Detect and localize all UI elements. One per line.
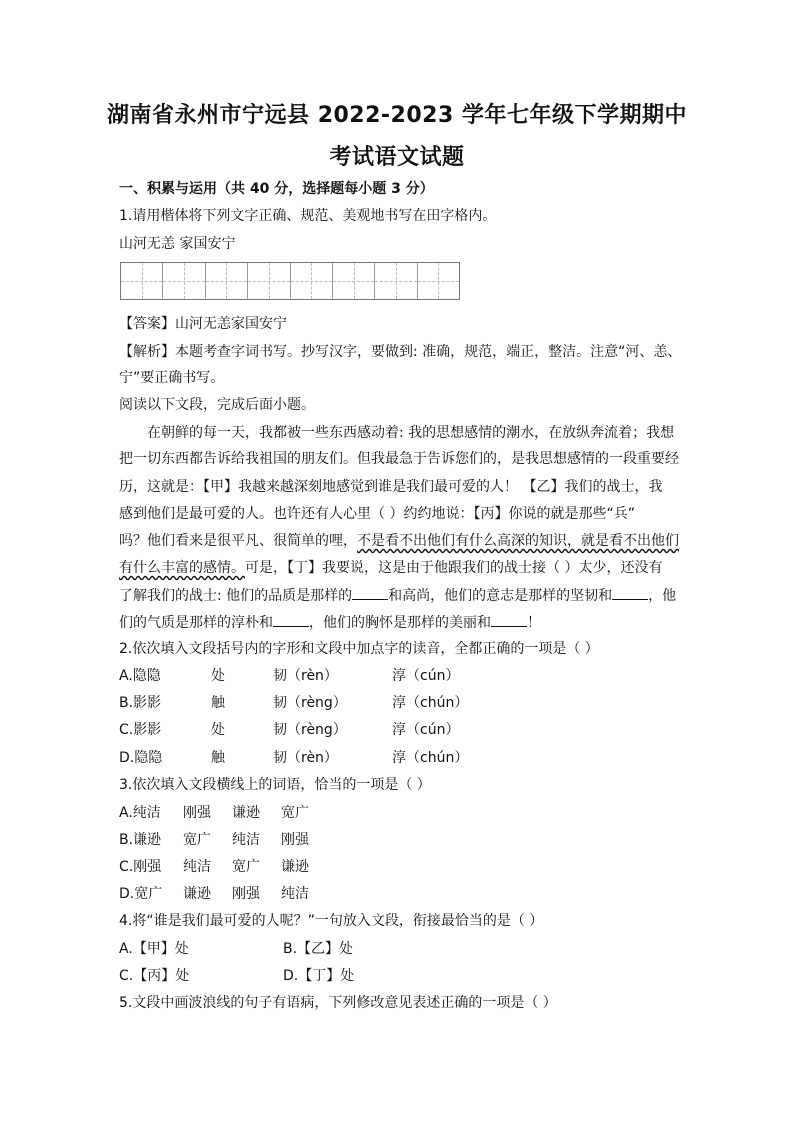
reading-intro: 阅读以下文段，完成后面小题。: [119, 397, 315, 413]
grid-cell: [206, 263, 248, 299]
passage-line: [119, 587, 676, 604]
q3-option-d-2: 谦逊: [183, 886, 211, 902]
q2-option-b-2: 触: [211, 695, 225, 711]
q3-option-b-2: 宽广: [183, 832, 211, 848]
q3-option-b-4: 刚强: [281, 832, 309, 848]
fill-blank: [491, 614, 527, 627]
exam-title-line1: 湖南省永州市宁远县 2022-2023 学年七年级下学期期中: [107, 103, 687, 128]
q3-option-d-3: 刚强: [232, 886, 260, 902]
q3-option-a-1: A.纯洁: [119, 805, 161, 821]
q4-prompt: 4.将“谁是我们最可爱的人呢？”一句放入文段，衔接最恰当的是（ ）: [119, 913, 544, 929]
q3-option-a-4: 宽广: [281, 805, 309, 821]
q3-prompt: 3.依次填入文段横线上的词语，恰当的一项是（ ）: [119, 777, 431, 793]
q3-option-c-2: 纯洁: [183, 859, 211, 875]
q3-option-a-2: 刚强: [183, 805, 211, 821]
q4-option-c: C.【丙】处: [119, 968, 190, 984]
q2-option-b-3: 韧（rèng）: [273, 695, 347, 711]
passage-text: ，他: [648, 588, 677, 604]
passage-line: 在朝鲜的每一天，我都被一些东西感动着: 我的思想感情的潮水，在放纵奔流着；我想: [147, 425, 675, 441]
q1-answer: 【答案】山河无恙家国安宁: [119, 316, 287, 332]
passage-text: 了解我们的战士: 他们的品质是那样的: [119, 588, 353, 604]
q1-text: 山河无恙 家国安宁: [119, 236, 236, 252]
q3-option-b-1: B.谦逊: [119, 832, 162, 848]
q2-option-d-3: 韧（rèn）: [273, 750, 338, 766]
tianzige-writing-grid: [120, 262, 460, 300]
q4-option-d: D.【丁】处: [283, 968, 355, 984]
q2-option-b-1: B.影影: [119, 695, 162, 711]
passage-line: [119, 533, 679, 549]
q2-option-a-4: 淳（cún）: [392, 668, 460, 684]
q2-option-a-1: A.隐隐: [119, 668, 161, 684]
passage-line: 感到他们是最可爱的人。也许还有人心里（ ）约约地说：【丙】你说的就是那些“兵”: [119, 506, 635, 522]
wavy-underlined-sentence: 有什么丰富的感情。: [119, 560, 245, 576]
q3-option-a-3: 谦逊: [232, 805, 260, 821]
grid-cell: [121, 263, 163, 299]
passage-text: 可是，【丁】我要说，这是由于他跟我们的战士接（ ）太少，还没有: [245, 560, 663, 576]
grid-cell: [248, 263, 290, 299]
section-heading: 一、积累与运用（共 40 分，选择题每小题 3 分）: [119, 181, 434, 197]
q3-option-c-3: 宽广: [232, 859, 260, 875]
q2-option-c-1: C.影影: [119, 722, 162, 738]
q5-prompt: 5.文段中画波浪线的句子有语病，下列修改意见表述正确的一项是（ ）: [119, 995, 557, 1011]
q2-option-c-2: 处: [211, 722, 225, 738]
q1-analysis-line1: 【解析】本题考查字词书写。抄写汉字，要做到: 准确，规范，端正，整洁。注意“河、恙、: [119, 344, 682, 360]
grid-cell: [418, 263, 459, 299]
q1-analysis-line2: 宁”要正确书写。: [119, 370, 225, 386]
fill-blank: [352, 587, 388, 600]
grid-cell: [163, 263, 205, 299]
q2-option-a-2: 处: [211, 668, 225, 684]
passage-text: ，他们的胸怀是那样的美丽和: [309, 615, 491, 631]
q1-prompt: 1.请用楷体将下列文字正确、规范、美观地书写在田字格内。: [119, 208, 497, 224]
q3-option-d-4: 纯洁: [281, 886, 309, 902]
grid-cell: [333, 263, 375, 299]
q2-option-c-3: 韧（rèng）: [273, 722, 347, 738]
q2-option-c-4: 淳（cún）: [392, 722, 460, 738]
passage-text: ！: [527, 615, 541, 631]
q3-option-c-4: 谦逊: [281, 859, 309, 875]
q4-option-b: B.【乙】处: [283, 941, 354, 957]
grid-cell: [375, 263, 417, 299]
q3-option-d-1: D.宽广: [119, 886, 163, 902]
passage-text: 和高尚，他们的意志是那样的坚韧和: [388, 588, 613, 604]
passage-line: [119, 560, 662, 576]
passage-text: 们的气质是那样的淳朴和: [119, 615, 273, 631]
grid-cell: [291, 263, 333, 299]
q2-option-a-3: 韧（rèn）: [273, 668, 338, 684]
passage-line: 历，这就是：【甲】我越来越深刻地感觉到谁是我们最可爱的人！ 【乙】我们的战士，我: [119, 479, 663, 495]
q2-option-b-4: 淳（chún）: [392, 695, 469, 711]
q2-option-d-2: 触: [211, 750, 225, 766]
passage-line: [119, 614, 541, 631]
exam-title-line2: 考试语文试题: [329, 145, 465, 170]
fill-blank: [273, 614, 309, 627]
fill-blank: [612, 587, 648, 600]
q2-option-d-4: 淳（chún）: [392, 750, 469, 766]
passage-text: 吗？他们看来是很平凡、很简单的哩，: [119, 533, 357, 549]
q3-option-c-1: C.刚强: [119, 859, 162, 875]
q4-option-a: A.【甲】处: [119, 941, 189, 957]
q2-prompt: 2.依次填入文段括号内的字形和文段中加点字的读音，全都正确的一项是（ ）: [119, 641, 599, 657]
q3-option-b-3: 纯洁: [232, 832, 260, 848]
passage-line: 把一切东西都告诉给我祖国的朋友们。但我最急于告诉您们的，是我思想感情的一段重要经: [119, 451, 679, 467]
q2-option-d-1: D.隐隐: [119, 750, 163, 766]
wavy-underlined-sentence: 不是看不出他们有什么高深的知识，就是看不出他们: [357, 533, 679, 549]
